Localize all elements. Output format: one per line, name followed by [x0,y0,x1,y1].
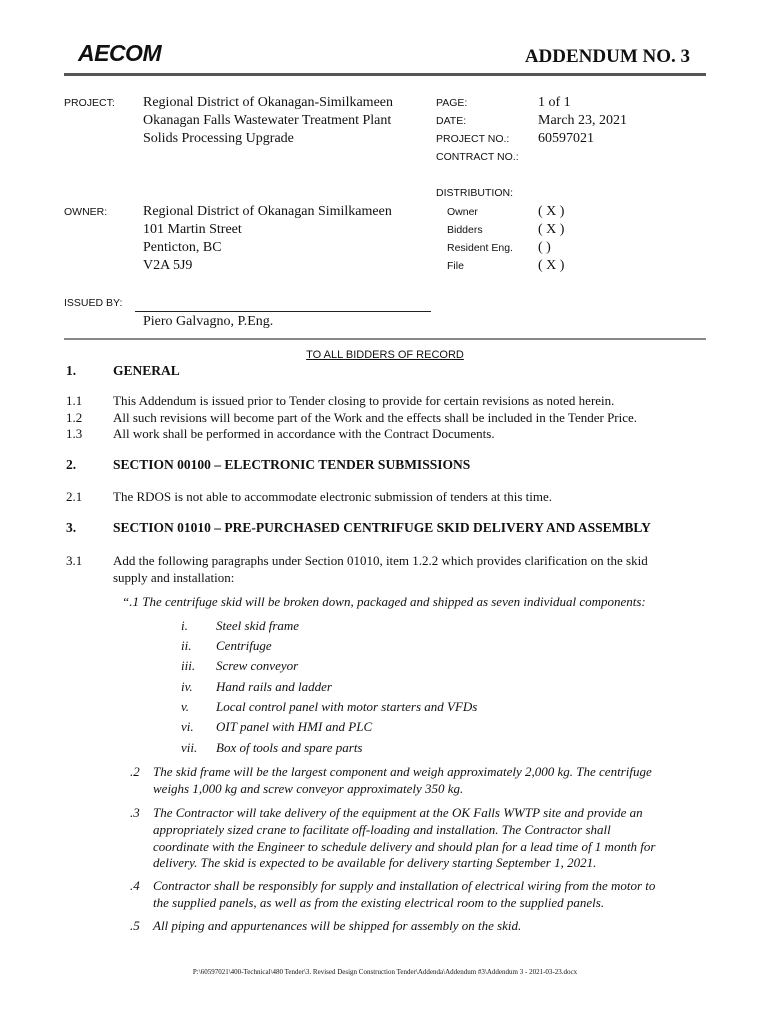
project-no-label: PROJECT NO.: [436,133,510,145]
distribution-mark-resident-eng: ( ) [538,240,551,255]
project-line-1: Regional District of Okanagan-Similkameen [143,95,393,110]
component-number: v. [181,699,190,714]
component-text: Hand rails and ladder [216,679,332,694]
header-rule [64,73,706,76]
component-number: i. [181,618,188,633]
paragraph-2-line: The skid frame will be the largest component and weigh approximately 2,000 kg. The centrifuge [153,764,652,779]
item-1-3-text: All work shall be performed in accordance with the Contract Documents. [113,426,495,441]
paragraph-3-line: delivery. The skid is expected to be available for delivery starting September 1, 2021. [153,855,597,870]
distribution-mark-owner: ( X ) [538,204,565,219]
item-1-1-text: This Addendum is issued prior to Tender closing to provide for certain revisions as noted herein. [113,393,615,408]
component-text: Centrifuge [216,638,272,653]
page-label: PAGE: [436,97,468,109]
project-line-2: Okanagan Falls Wastewater Treatment Plant [143,113,392,128]
item-1-3-number: 1.3 [66,426,83,441]
item-1-1-number: 1.1 [66,393,83,408]
paragraph-1-text: “.1 The centrifuge skid will be broken down, packaged and shipped as seven individual components: [122,594,646,609]
project-label: PROJECT: [64,97,115,109]
section-2-title: SECTION 00100 – ELECTRONIC TENDER SUBMISSIONS [113,457,471,472]
date-label: DATE: [436,115,467,127]
distribution-item-owner: Owner [447,206,478,218]
issued-by-label: ISSUED BY: [64,297,123,309]
item-2-1-text: The RDOS is not able to accommodate electronic submission of tenders at this time. [113,489,553,504]
paragraph-2-line: weighs 1,000 kg and screw conveyor approximately 350 kg. [153,781,464,796]
paragraph-3-line: appropriately sized crane to facilitate off-loading and installation. The Contractor shall [153,822,611,837]
contract-no-label: CONTRACT NO.: [436,151,519,163]
project-line-3: Solids Processing Upgrade [143,131,294,146]
item-3-1-intro-line-2: supply and installation: [113,570,235,585]
paragraph-5-text: All piping and appurtenances will be shipped for assembly on the skid. [153,918,522,933]
distribution-item-bidders: Bidders [447,224,483,236]
owner-line-2: 101 Martin Street [143,222,242,237]
component-text: OIT panel with HMI and PLC [216,719,373,734]
component-text: Steel skid frame [216,618,300,633]
section-1-title: GENERAL [113,363,180,378]
paragraph-5-number: .5 [130,918,140,933]
owner-line-1: Regional District of Okanagan Similkameen [143,204,392,219]
distribution-mark-bidders: ( X ) [538,222,565,237]
paragraph-4-line: the supplied panels, as well as from the existing electrical room to the supplied panels. [153,895,605,910]
paragraph-2-number: .2 [130,764,140,779]
item-3-1-intro-line-1: Add the following paragraphs under Section 01010, item 1.2.2 which provides clarification on the skid [113,553,648,568]
item-1-2-number: 1.2 [66,410,83,425]
file-path-footer: P:\60597021\400-Technical\480 Tender\3. Revised Design Construction Tender\Addenda\Addendum #3\Addendum 3 - 2021-03-23.docx [192,968,578,976]
section-2-number: 2. [66,457,77,472]
signature-line [135,311,431,312]
owner-label: OWNER: [64,206,108,218]
distribution-mark-file: ( X ) [538,258,565,273]
company-logo: AECOM [78,40,162,66]
item-1-2-text: All such revisions will become part of the Work and the effects shall be included in the Tender Price. [113,410,638,425]
date-value: March 23, 2021 [538,113,628,128]
section-3-number: 3. [66,520,77,535]
section-rule [64,338,706,340]
distribution-item-resident-eng: Resident Eng. [447,242,513,254]
component-number: vii. [181,740,198,755]
component-number: ii. [181,638,192,653]
paragraph-4-number: .4 [130,878,140,893]
owner-line-3: Penticton, BC [143,240,222,255]
to-bidders-heading: TO ALL BIDDERS OF RECORD [306,349,464,361]
component-number: iii. [181,658,196,673]
paragraph-3-line: coordinate with the Engineer to schedule delivery and should plan for a lead time of 1 month for [153,839,656,854]
component-text: Box of tools and spare parts [216,740,363,755]
section-3-title: SECTION 01010 – PRE-PURCHASED CENTRIFUGE SKID DELIVERY AND ASSEMBLY [113,520,651,535]
owner-line-4: V2A 5J9 [143,258,193,273]
item-3-1-number: 3.1 [66,553,83,568]
component-text: Screw conveyor [216,658,299,673]
distribution-item-file: File [447,260,464,272]
project-no-value: 60597021 [538,131,594,146]
component-text: Local control panel with motor starters and VFDs [216,699,478,714]
component-number: vi. [181,719,194,734]
section-1-number: 1. [66,363,77,378]
document-title: ADDENDUM NO. 3 [524,46,690,67]
component-number: iv. [181,679,193,694]
paragraph-3-line: The Contractor will take delivery of the equipment at the OK Falls WWTP site and provide an [153,805,643,820]
distribution-label: DISTRIBUTION: [436,187,514,199]
item-2-1-number: 2.1 [66,489,83,504]
paragraph-4-line: Contractor shall be responsibly for supply and installation of electrical wiring from the motor to [153,878,656,893]
issuer-name: Piero Galvagno, P.Eng. [143,314,274,329]
page-value: 1 of 1 [538,95,571,110]
paragraph-3-number: .3 [130,805,140,820]
